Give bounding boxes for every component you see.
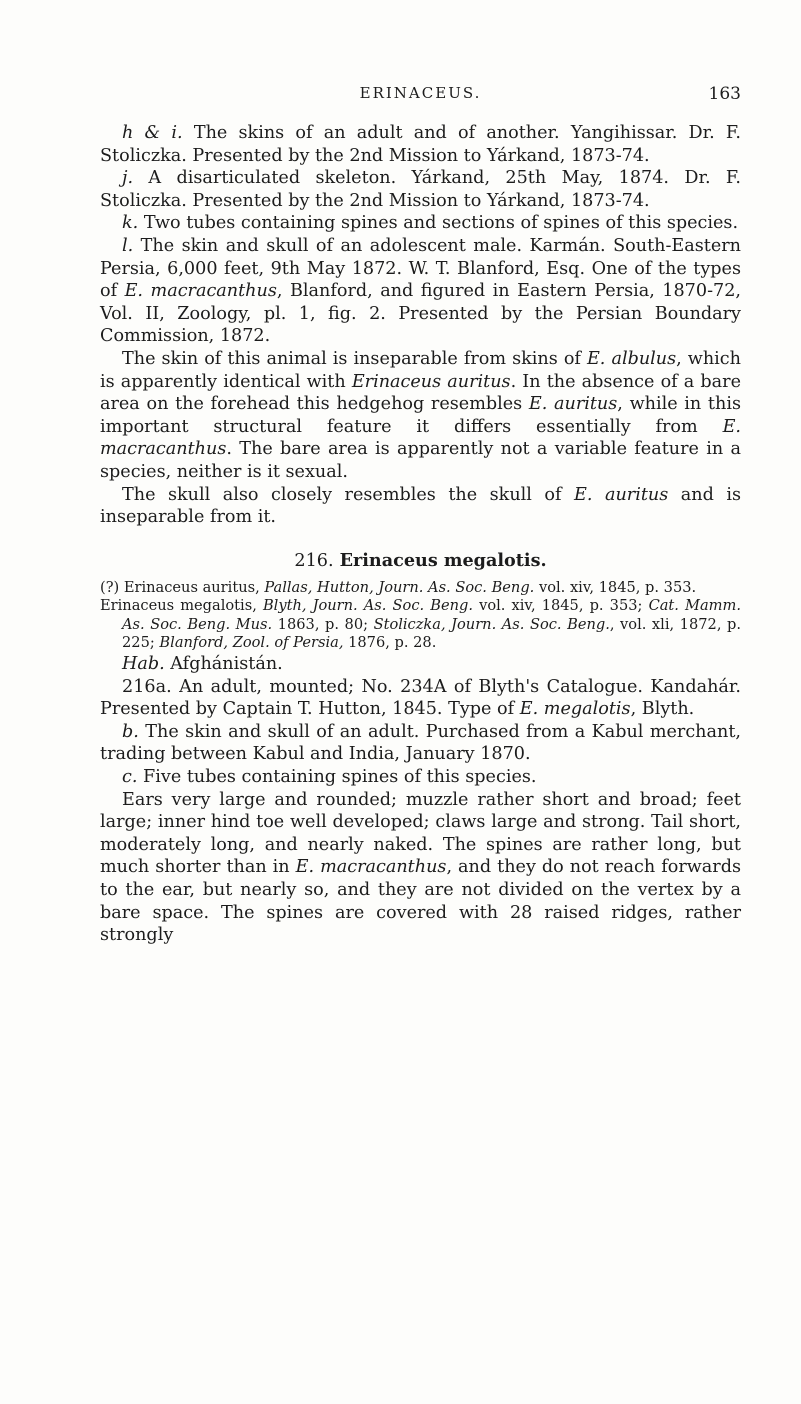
- paragraph-skin: [100, 348, 741, 484]
- habitat-label: Hab.: [122, 654, 165, 675]
- paragraph-skull: [100, 484, 741, 529]
- citation-authority: Cat. Mamm. As. Soc. Beng. Mus.: [122, 597, 741, 633]
- page-number: 163: [708, 84, 741, 104]
- spacer: [100, 529, 741, 549]
- species-title: Erinaceus megalotis.: [339, 549, 547, 571]
- entry-b: [100, 721, 741, 766]
- species-name: E. macracanthus: [100, 416, 741, 460]
- text: Ears very large and rounded; muzzle rather short and broad; feet large; inner hind toe well developed; claws large and strong. Tail short, moderately long, and nearly naked. The spines are rather long, but much shorter than in: [100, 789, 741, 878]
- species-name: Erinaceus auritus: [351, 371, 511, 392]
- text: (?) Erinaceus auritus,: [100, 578, 265, 596]
- text: , and they do not reach forwards to the ear, but nearly so, and they are not divided on the vertex by a bare space. The spines are covered with 28 raised ridges, rather strongly: [100, 857, 741, 946]
- species-number: 216.: [294, 550, 334, 571]
- synonymy-entry: [100, 579, 741, 598]
- entry-text: , Blanford, and figured in Eastern Persia, 1870-72, Vol. II, Zoology, pl. 1, fig. 2. Presented by the Persian Boundary Commission, 1872.: [100, 281, 741, 347]
- citation-authority: Stoliczka, Journ. As. Soc. Beng.: [373, 615, 610, 633]
- entry-marker: 216a.: [122, 676, 172, 697]
- entry-text: An adult, mounted; No. 234A of Blyth's Catalogue. Kandahár. Presented by Captain T. Hutton, 1845. Type of: [100, 676, 741, 720]
- entry-h-i: [100, 122, 741, 167]
- species-name: E. megalotis: [519, 699, 631, 720]
- habitat-text: Afghánistán.: [164, 654, 283, 675]
- species-name: E. macracanthus: [295, 857, 447, 878]
- species-name: E. macracanthus: [124, 281, 277, 302]
- text: , which is apparently identical with: [100, 348, 741, 392]
- citation-authority: Pallas, Hutton, Journ. As. Soc. Beng.: [264, 578, 535, 596]
- entry-216a: [100, 676, 741, 721]
- entry-marker: j.: [122, 168, 134, 189]
- entry-text: Five tubes containing spines of this species.: [137, 767, 537, 788]
- page-body: [100, 122, 741, 947]
- species-heading: [100, 549, 741, 573]
- species-name: E. auritus: [574, 484, 669, 505]
- paragraph-description: [100, 789, 741, 947]
- entry-text: The skin and skull of an adult. Purchased from a Kabul merchant, trading between Kabul and India, January 1870.: [100, 721, 741, 765]
- entry-c: [100, 766, 741, 789]
- entry-text: Two tubes containing spines and sections of spines of this species.: [138, 213, 739, 234]
- running-head-title: ERINACEUS.: [359, 84, 482, 102]
- text: vol. xiv, 1845, p. 353;: [472, 597, 649, 615]
- citation-authority: Blanford, Zool. of Persia,: [159, 634, 344, 652]
- citation-authority: Blyth, Journ. As. Soc. Beng.: [262, 597, 473, 615]
- entry-k: [100, 212, 741, 235]
- text: and is inseparable from it.: [100, 484, 741, 528]
- entry-j: [100, 167, 741, 212]
- text: , vol. xli, 1872, p. 225;: [122, 615, 741, 652]
- entry-text: The skin and skull of an adolescent male. Karmán. South-Eastern Persia, 6,000 feet, 9th May 1872. W. T. Blanford, Esq. One of the types of: [100, 235, 741, 302]
- text: . In the absence of a bare area on the forehead this hedgehog resembles: [100, 371, 741, 415]
- running-head: [100, 84, 741, 108]
- entry-marker: h & i.: [122, 123, 183, 143]
- entry-marker: l.: [122, 235, 134, 256]
- entry-marker: b.: [122, 721, 139, 742]
- species-name: E. auritus: [528, 394, 618, 415]
- text: vol. xiv, 1845, p. 353.: [534, 578, 697, 596]
- text: Erinaceus megalotis,: [100, 597, 263, 615]
- text: , while in this important structural feature it differs essentially from: [100, 394, 741, 437]
- entry-text: A disarticulated skeleton. Yárkand, 25th May, 1874. Dr. F. Stoliczka. Presented by the 2nd Mission to Yárkand, 1873-74.: [100, 168, 741, 211]
- text: 1876, p. 28.: [343, 634, 437, 652]
- text: The skull also closely resembles the skull of: [122, 484, 575, 505]
- entry-text: , Blyth.: [630, 699, 695, 720]
- habitat: [100, 653, 741, 676]
- text: . The bare area is apparently not a variable feature in a species, neither is it sexual.: [100, 439, 741, 482]
- entry-l: [100, 235, 741, 348]
- entry-marker: k.: [122, 213, 139, 234]
- species-name: E. albulus: [586, 348, 677, 369]
- entry-marker: c.: [122, 767, 138, 788]
- text: 1863, p. 80;: [272, 615, 374, 633]
- synonymy-entry: [100, 597, 741, 653]
- entry-text: The skins of an adult and of another. Yangihissar. Dr. F. Stoliczka. Presented by the 2nd Mission to Yárkand, 1873-74.: [100, 123, 741, 166]
- text: The skin of this animal is inseparable from skins of: [122, 348, 587, 369]
